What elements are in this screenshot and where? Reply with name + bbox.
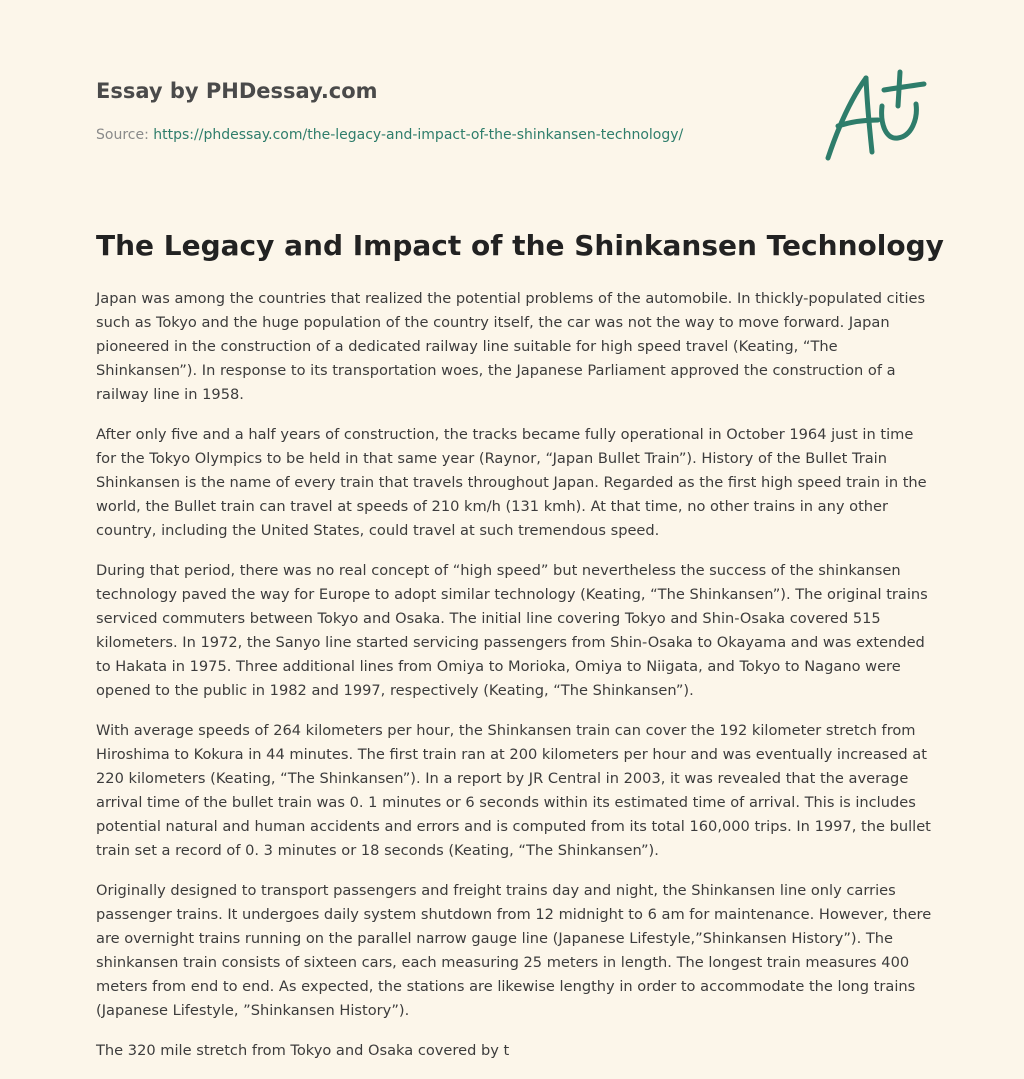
source-label: Source: [96, 127, 149, 143]
source-link[interactable]: https://phdessay.com/the-legacy-and-impact-of-the-shinkansen-technology/ [153, 127, 684, 143]
essay-paragraph: After only five and a half years of construction, the tracks became fully operational in October 1964 just in time for the Tokyo Olympics to be held in that same year (Raynor, “Japan Bullet Train”). History of the Bullet Train Shinkansen is the name of every train that travels throughout Japan. Regarded as the first high speed train in the world, the Bullet train can travel at speeds of 210 km/h (131 kmh). At that time, no other trains in any other country, including the United States, could travel at such tremendous speed. [96, 426, 927, 539]
essay-paragraph: The 320 mile stretch from Tokyo and Osaka covered by t [96, 1042, 510, 1059]
a-plus-logo [820, 66, 930, 166]
page-header [96, 78, 796, 144]
essay-paragraph: Originally designed to transport passengers and freight trains day and night, the Shinkansen line only carries passenger trains. It undergoes daily system shutdown from 12 midnight to 6 am for maintenance. However, there are overnight trains running on the parallel narrow gauge line (Japanese Lifestyle,”Shinkansen History”). The shinkansen train consists of sixteen cars, each measuring 25 meters in length. The longest train measures 400 meters from end to end. As expected, the stations are likewise lengthy in order to accommodate the long trains (Japanese Lifestyle, ”Shinkansen History”). [96, 882, 932, 1019]
brand-title: Essay by PHDessay.com [96, 79, 378, 103]
essay-paragraph: Japan was among the countries that realized the potential problems of the automobile. In thickly-populated cities such as Tokyo and the huge population of the country itself, the car was not the way to move forward. Japan pioneered in the construction of a dedicated railway line suitable for high speed travel (Keating, “The Shinkansen”). In response to its transportation woes, the Japanese Parliament approved the construction of a railway line in 1958. [96, 290, 926, 403]
essay-paragraph: During that period, there was no real concept of “high speed” but nevertheless the success of the shinkansen technology paved the way for Europe to adopt similar technology (Keating, “The Shinkansen”). The original trains serviced commuters between Tokyo and Osaka. The initial line covering Tokyo and Shin-Osaka covered 515 kilometers. In 1972, the Sanyo line started servicing passengers from Shin-Osaka to Okayama and was extended to Hakata in 1975. Three additional lines from Omiya to Morioka, Omiya to Niigata, and Tokyo to Nagano were opened to the public in 1982 and 1997, respectively (Keating, “The Shinkansen”). [96, 562, 928, 699]
source-line [96, 126, 796, 144]
essay-title: The Legacy and Impact of the Shinkansen Technology [96, 229, 944, 262]
essay-body [96, 287, 932, 1079]
essay-paragraph: With average speeds of 264 kilometers per hour, the Shinkansen train can cover the 192 kilometer stretch from Hiroshima to Kokura in 44 minutes. The first train ran at 200 kilometers per hour and was eventually increased at 220 kilometers (Keating, “The Shinkansen”). In a report by JR Central in 2003, it was revealed that the average arrival time of the bullet train was 0. 1 minutes or 6 seconds within its estimated time of arrival. This is includes potential natural and human accidents and errors and is computed from its total 160,000 trips. In 1997, the bullet train set a record of 0. 3 minutes or 18 seconds (Keating, “The Shinkansen”). [96, 722, 931, 859]
